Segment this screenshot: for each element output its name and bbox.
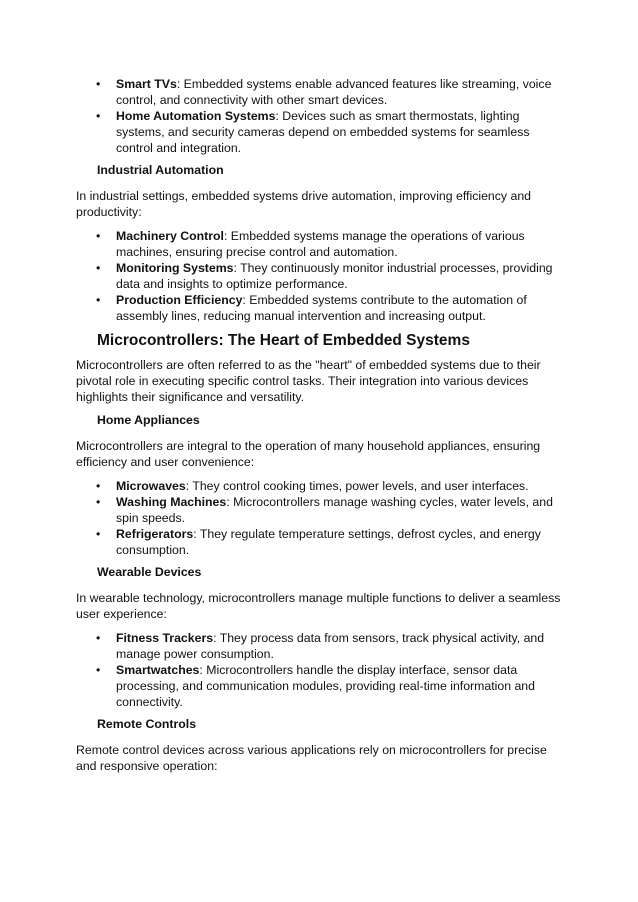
bullet-icon: • bbox=[96, 495, 101, 509]
list-item bbox=[96, 478, 566, 494]
list-item-term: Refrigerators bbox=[116, 527, 194, 541]
appliances-list bbox=[76, 478, 566, 558]
list-item-desc: : Embedded systems enable advanced features like streaming, voice control, and connectivity with other smart devices. bbox=[116, 77, 552, 107]
list-item bbox=[96, 292, 566, 324]
list-item bbox=[96, 662, 566, 710]
list-item-desc: : They regulate temperature settings, defrost cycles, and energy consumption. bbox=[116, 527, 541, 557]
microcontrollers-intro: Microcontrollers are often referred to as the "heart" of embedded systems due to their pivotal role in executing specific control tasks. Their integration into various devices highlights their significance and versatility. bbox=[76, 358, 541, 404]
appliances-heading: Home Appliances bbox=[97, 413, 200, 427]
list-item-term: Microwaves bbox=[116, 479, 186, 493]
document-page bbox=[76, 76, 566, 774]
list-item-term: Washing Machines bbox=[116, 495, 227, 509]
bullet-icon: • bbox=[96, 109, 101, 123]
list-item bbox=[96, 76, 566, 108]
wearables-heading: Wearable Devices bbox=[97, 565, 202, 579]
remote-intro: Remote control devices across various applications rely on microcontrollers for precise and responsive operation: bbox=[76, 743, 547, 773]
list-item-desc: : Microcontrollers handle the display interface, sensor data processing, and communication modules, providing real-time information and connectivity. bbox=[116, 663, 535, 709]
list-item-desc: : They continuously monitor industrial processes, providing data and insights to optimize performance. bbox=[116, 261, 553, 291]
list-item-term: Monitoring Systems bbox=[116, 261, 234, 275]
list-item bbox=[96, 260, 566, 292]
list-item bbox=[96, 228, 566, 260]
industrial-intro: In industrial settings, embedded systems drive automation, improving efficiency and productivity: bbox=[76, 189, 531, 219]
list-item-desc: : Microcontrollers manage washing cycles, water levels, and spin speeds. bbox=[116, 495, 553, 525]
bullet-icon: • bbox=[96, 479, 101, 493]
industrial-list bbox=[76, 228, 566, 324]
bullet-icon: • bbox=[96, 527, 101, 541]
list-item bbox=[96, 526, 566, 558]
list-item-desc: : They control cooking times, power levels, and user interfaces. bbox=[185, 479, 529, 493]
bullet-icon: • bbox=[96, 77, 101, 91]
list-item-term: Fitness Trackers bbox=[116, 631, 214, 645]
list-item-desc: : They process data from sensors, track physical activity, and manage power consumption. bbox=[116, 631, 545, 661]
list-item-term: Home Automation Systems bbox=[116, 109, 276, 123]
appliances-intro: Microcontrollers are integral to the operation of many household appliances, ensuring efficiency and user convenience: bbox=[76, 439, 541, 469]
list-item bbox=[96, 108, 566, 156]
list-item-term: Smartwatches bbox=[116, 663, 200, 677]
industrial-heading: Industrial Automation bbox=[97, 163, 224, 177]
list-item-term: Smart TVs bbox=[116, 77, 177, 91]
bullet-icon: • bbox=[96, 631, 101, 645]
bullet-icon: • bbox=[96, 229, 101, 243]
list-item bbox=[96, 630, 566, 662]
bullet-icon: • bbox=[96, 261, 101, 275]
remote-heading: Remote Controls bbox=[97, 717, 197, 731]
bullet-icon: • bbox=[96, 293, 101, 307]
bullet-icon: • bbox=[96, 663, 101, 677]
list-item bbox=[96, 494, 566, 526]
consumer-electronics-list bbox=[76, 76, 566, 156]
list-item-term: Machinery Control bbox=[116, 229, 224, 243]
list-item-desc: : Embedded systems manage the operations of various machines, ensuring precise control and automation. bbox=[116, 229, 525, 259]
wearables-list bbox=[76, 630, 566, 710]
microcontrollers-heading: Microcontrollers: The Heart of Embedded Systems bbox=[97, 332, 470, 349]
wearables-intro: In wearable technology, microcontrollers manage multiple functions to deliver a seamless user experience: bbox=[76, 591, 561, 621]
list-item-desc: : Embedded systems contribute to the automation of assembly lines, reducing manual intervention and increasing output. bbox=[116, 293, 527, 323]
list-item-desc: : Devices such as smart thermostats, lighting systems, and security cameras depend on embedded systems for seamless control and integration. bbox=[116, 109, 530, 155]
list-item-term: Production Efficiency bbox=[116, 293, 243, 307]
